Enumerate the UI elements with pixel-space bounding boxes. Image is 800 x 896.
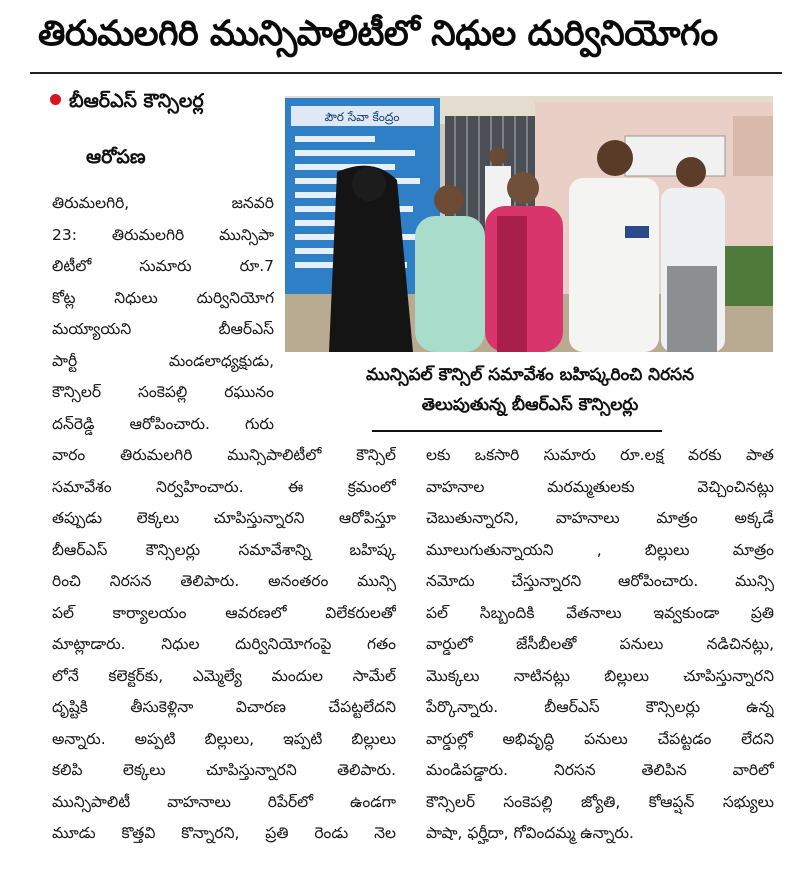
body-line: అన్నారు. అప్పటి బిల్లులు, ఇప్పటి బిల్లులు [52,729,396,748]
body-line: కలిపి లెక్కలు చూపిస్తున్నారని తెలిపారు. [52,761,396,779]
body-line: వార్డులో జేసీబీలతో పనులు నడిచినట్లు, [426,635,774,653]
sign-text: పౌర సేవా కేంద్రం [324,110,400,124]
article-intro-column [52,188,274,440]
subhead-primary [50,90,270,117]
body-line: చెబుతున్నారని, వాహనాలు మాత్రం అక్కడే [426,509,774,527]
body-line: మొక్కలు నాటినట్లు బిల్లులు చూపిస్తున్నారని [426,666,774,685]
body-line: పల్ సిబ్బందికి వేతనాలు ఇవ్వకుండా ప్రతి [426,603,774,622]
body-line: తప్పుడు లెక్కలు చూపిస్తున్నారని ఆరోపిస్తూ [52,509,396,527]
intro-line: 23: తిరుమలగిరి మున్సిపా [52,225,274,244]
intro-line: లిటీలో సుమారు రూ.7 [52,257,274,275]
photo-caption [290,360,770,420]
article-right-column [426,440,774,850]
headline: తిరుమలగిరి మున్సిపాలిటీలో నిధుల దుర్వినియోగం [38,14,718,54]
body-line: లోనే కలెక్టర్‌కు, ఎమ్మెల్యే మందుల సామేల్ [52,666,396,685]
news-photo [285,96,773,352]
body-line: వార్డుల్లో అభివృద్ధి పనులు చేపట్టడం లేదని [426,729,774,748]
body-line: లకు ఒకసారి సుమారు రూ.లక్ష వరకు పాత [426,446,774,464]
intro-line: కౌన్సిలర్ సంకెపల్లి రఘునం [52,383,274,401]
intro-line: పార్టీ మండలాధ్యక్షుడు, [52,351,274,370]
body-line: బీఆర్ఎస్ కౌన్సిలర్లు సమావేశాన్ని బహిష్క [52,540,396,559]
body-line: మూలుగుతున్నాయని , బిల్లులు మాత్రం [426,540,774,559]
intro-line: కోట్ల నిధులు దుర్వినియోగ [52,288,274,307]
article-left-column [52,440,396,850]
caption-line-1: మున్సిపల్ కౌన్సిల్ సమావేశం బహిష్కరించి నిరసన [365,365,695,385]
intro-line: తిరుమలగిరి, జనవరి [52,194,274,212]
subhead-line-1: బీఆర్ఎస్ కౌన్సిలర్ల [69,90,204,112]
body-line: వారం తిరుమలగిరి మున్సిపాలిటీలో కౌన్సిల్ [52,446,396,464]
caption-rule [372,430,662,432]
body-line: మూడు కొత్తవి కొన్నారని, ప్రతి రెండు నెల [52,824,396,842]
red-bullet-icon [50,94,61,105]
body-line: పేర్కొన్నారు. బీఆర్ఎస్ కౌన్సిలర్లు ఉన్న [426,698,774,716]
headline-rule [30,72,782,74]
news-photo-illustration [285,96,773,352]
body-line: రించి నిరసన తెలిపారు. అనంతరం మున్సి [52,572,396,590]
body-line: వాహనాల మరమ్మతులకు వెచ్చించినట్లు [426,477,774,496]
intro-line: మయ్యాయని బీఆర్ఎస్ [52,320,274,338]
body-line: నమోదు చేస్తున్నారని ఆరోపించారు. మున్సి [426,572,774,590]
body-line: కౌన్సిలర్ సంకెపల్లి జ్యోతి, కోఆప్షన్ సభ్యులు [426,792,774,811]
caption-line-2: తెలుపుతున్న బీఆర్ఎస్ కౌన్సిలర్లు [421,395,639,415]
body-line: సమావేశం నిర్వహించారు. ఈ క్రమంలో [52,477,396,496]
body-line: మాట్లాడారు. నిధుల దుర్వినియోగంపై గతం [52,635,396,653]
body-line: మున్సిపాలిటీ వాహనాలు రిపేర్‌లో ఉండగా [52,792,396,811]
intro-line: దన్‌రెడ్డి ఆరోపించారు. గురు [52,414,274,433]
body-line: దృష్టికి తీసుకెళ్లినా విచారణ చేపట్టలేదని [52,698,396,716]
body-line: పాషా, ఫర్హీదా, గోవిందమ్మ ఉన్నారు. [426,824,634,842]
subhead-line-2: ఆరోపణ [86,146,146,168]
body-line: పల్ కార్యాలయం ఆవరణలో విలేకరులతో [52,603,396,622]
body-line: మండిపడ్డారు. నిరసన తెలిపిన వారిలో [426,761,774,779]
